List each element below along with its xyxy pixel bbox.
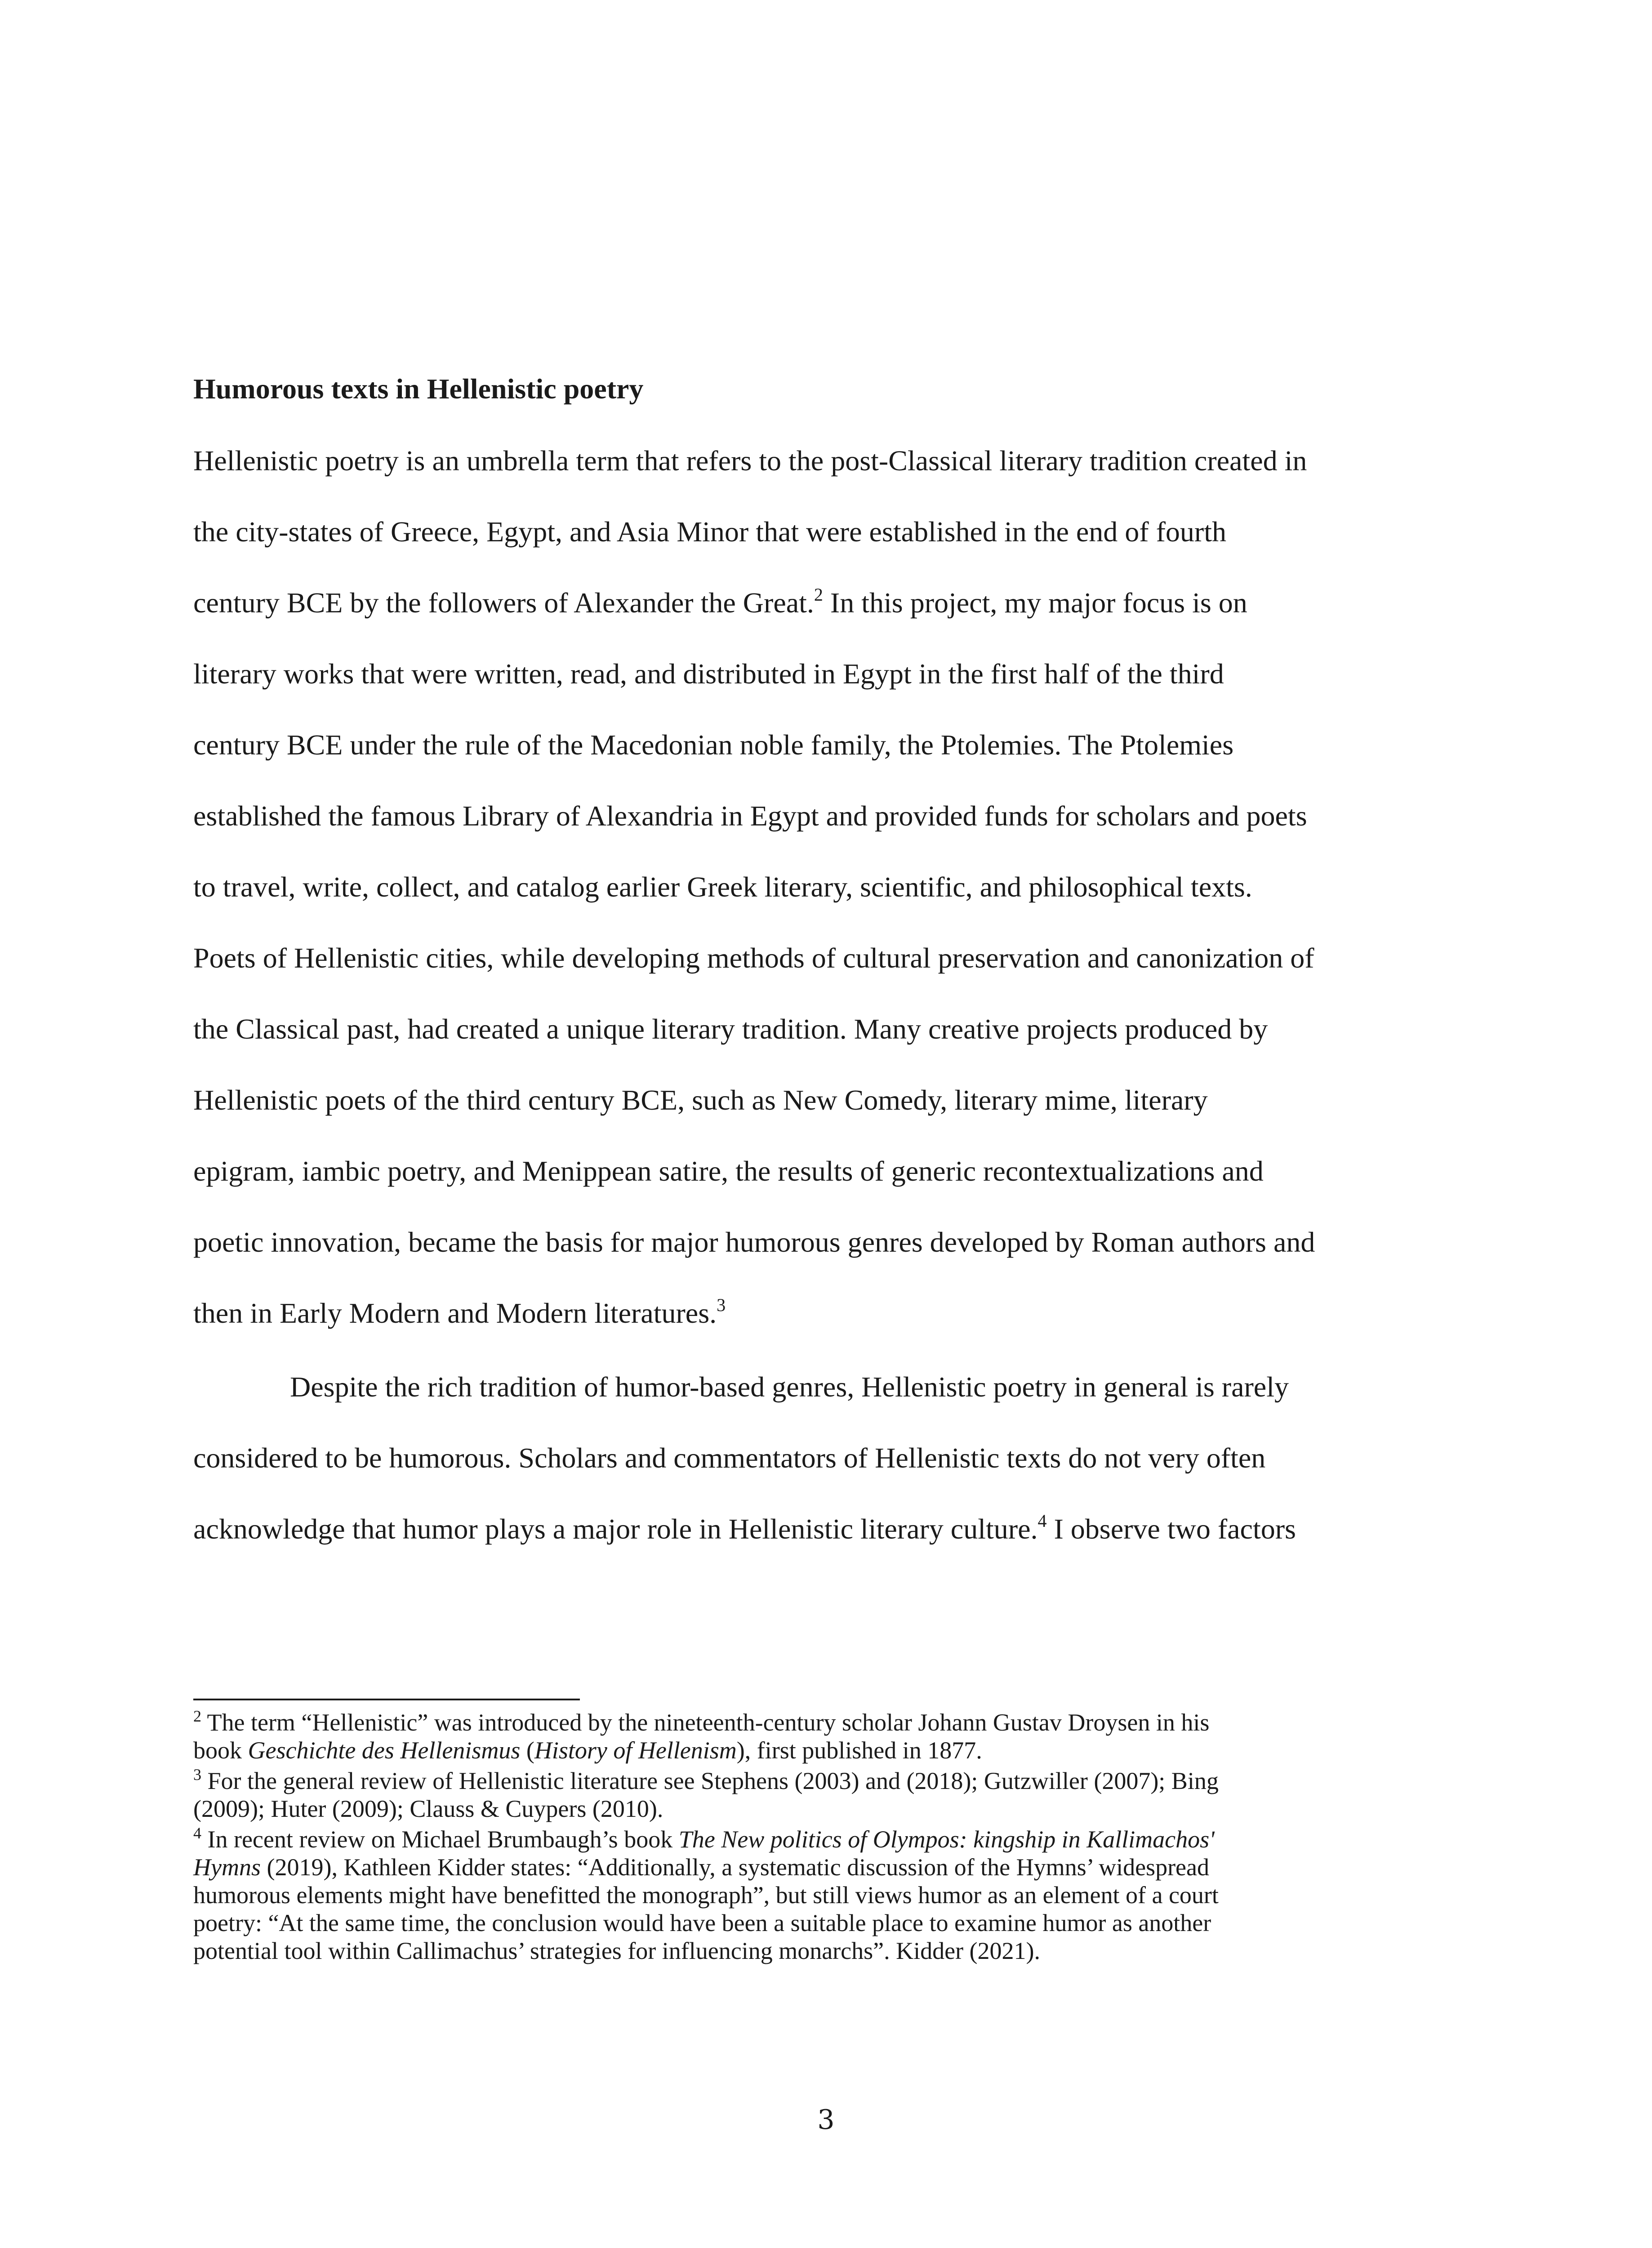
footnote-3-line: (2009); Huter (2009); Clauss & Cuypers (2010).: [193, 1795, 663, 1822]
paragraph-line: Poets of Hellenistic cities, while developing methods of cultural preservation and canonization of: [193, 942, 1314, 974]
paragraph-line: century BCE under the rule of the Macedonian noble family, the Ptolemies. The Ptolemies: [193, 729, 1234, 761]
footnote-4-line: [193, 1825, 1215, 1853]
paragraph-line: Despite the rich tradition of humor-based genres, Hellenistic poetry in general is rarely: [290, 1371, 1289, 1403]
paragraph-line: to travel, write, collect, and catalog earlier Greek literary, scientific, and philosophical texts.: [193, 871, 1252, 903]
book-title: History of Hellenism: [534, 1737, 737, 1764]
footnote-3-line: [193, 1767, 1219, 1795]
text-run: I observe two factors: [1046, 1513, 1296, 1545]
text-run: then in Early Modern and Modern literatures.: [193, 1297, 717, 1329]
text-run: In this project, my major focus is on: [823, 587, 1247, 619]
footnote-4-line: humorous elements might have benefitted the monograph”, but still views humor as an element of a court: [193, 1882, 1219, 1909]
text-run: The term “Hellenistic” was introduced by the nineteenth-century scholar Johann Gustav Droysen in his: [201, 1709, 1210, 1736]
paragraph-line: epigram, iambic poetry, and Menippean satire, the results of generic recontextualizations and: [193, 1155, 1264, 1187]
footnote-number: 2: [193, 1707, 201, 1725]
text-run: (: [520, 1737, 534, 1764]
text-run: book: [193, 1737, 248, 1764]
footnote-ref-2[interactable]: 2: [814, 584, 823, 605]
paragraph-line: [193, 1509, 1296, 1549]
paragraph-line: [193, 583, 1247, 623]
book-title: Hymns: [193, 1854, 261, 1881]
paragraph-line: considered to be humorous. Scholars and commentators of Hellenistic texts do not very often: [193, 1442, 1266, 1474]
paragraph-line: the Classical past, had created a unique literary tradition. Many creative projects produced by: [193, 1013, 1268, 1045]
paragraph-line: poetic innovation, became the basis for major humorous genres developed by Roman authors and: [193, 1226, 1315, 1258]
paragraph-line: Hellenistic poets of the third century BCE, such as New Comedy, literary mime, literary: [193, 1084, 1208, 1116]
text-run: acknowledge that humor plays a major role in Hellenistic literary culture.: [193, 1513, 1038, 1545]
footnote-separator: [193, 1699, 580, 1700]
paragraph-line: the city-states of Greece, Egypt, and Asia Minor that were established in the end of fourth: [193, 516, 1226, 548]
footnote-4-line: potential tool within Callimachus’ strategies for influencing monarchs”. Kidder (2021).: [193, 1937, 1041, 1964]
footnote-number: 4: [193, 1824, 201, 1842]
paragraph-line: literary works that were written, read, and distributed in Egypt in the first half of the third: [193, 658, 1224, 690]
section-heading: Humorous texts in Hellenistic poetry: [193, 373, 644, 405]
text-run: For the general review of Hellenistic literature see Stephens (2003) and (2018); Gutzwiller (2007); Bing: [201, 1767, 1219, 1794]
text-run: In recent review on Michael Brumbaugh’s book: [201, 1826, 679, 1853]
book-title: Geschichte des Hellenismus: [248, 1737, 521, 1764]
text-run: century BCE by the followers of Alexander the Great.: [193, 587, 814, 619]
text-run: ), first published in 1877.: [736, 1737, 982, 1764]
footnote-ref-3[interactable]: 3: [717, 1295, 726, 1315]
paragraph-line: Hellenistic poetry is an umbrella term that refers to the post-Classical literary tradition created in: [193, 445, 1307, 477]
footnote-2-line: [193, 1708, 1209, 1736]
paragraph-line: established the famous Library of Alexandria in Egypt and provided funds for scholars and poets: [193, 800, 1307, 832]
page-number: 3: [817, 2104, 835, 2136]
book-title: The New politics of Olympos: kingship in Kallimachos': [678, 1826, 1215, 1853]
footnote-4-line: poetry: “At the same time, the conclusion would have been a suitable place to examine humor as another: [193, 1909, 1211, 1936]
footnote-number: 3: [193, 1766, 201, 1784]
footnote-2-line: [193, 1736, 982, 1764]
footnote-4-line: [193, 1853, 1209, 1881]
text-run: (2019), Kathleen Kidder states: “Additionally, a systematic discussion of the Hymns’ widespread: [260, 1854, 1209, 1881]
paragraph-line: [193, 1293, 726, 1334]
footnote-ref-4[interactable]: 4: [1038, 1511, 1047, 1531]
